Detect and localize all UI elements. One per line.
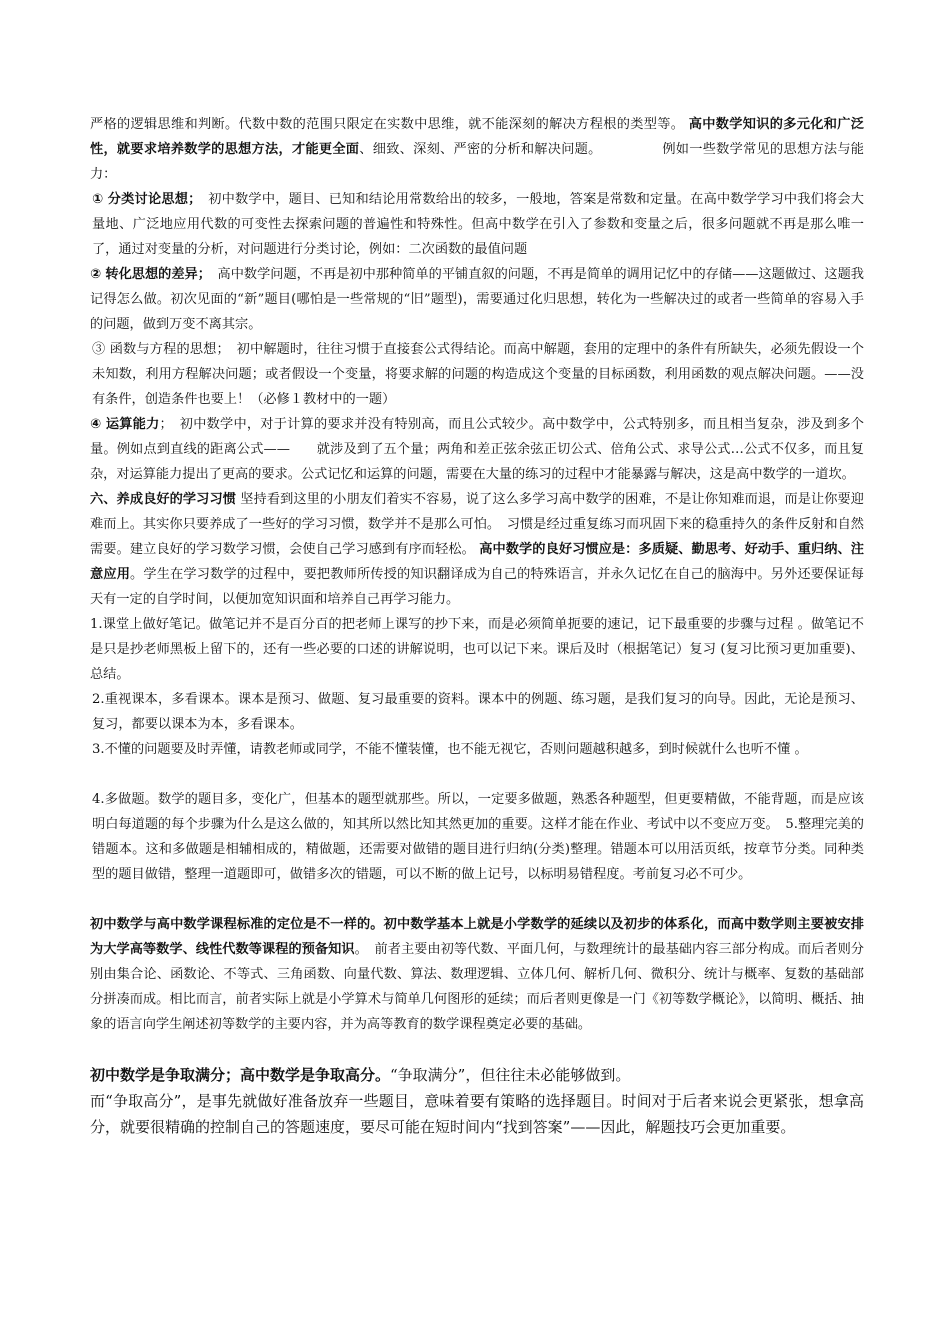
spacer (90, 887, 864, 912)
bold-text: 初中数学与高中数学课程标准的定位是不一样的。初中数学基本上就是小学数学的延续以及初步的体系化，而高中数学则主要被安排为大学高等数学、线性代数等课程的预备知识 (90, 917, 864, 957)
spacer (90, 762, 864, 787)
paragraph-score-goal (90, 1062, 864, 1088)
item-number: ④ (90, 417, 102, 432)
item-body: ； 初中数学中，对于计算的要求并没有特别高，而且公式较少。高中数学中，公式特别多，而且相当复杂，涉及到多个量。例如点到直线的距离公式—— 就涉及到了五个量；两角和差正弦余弦正切公式、倍角公式、求导公式…公式不仅多，而且复杂，对运算能力提出了更高的要求。公式记忆和运算的问题，需要在大量的练习的过程中才能暴露与解决，这是高中数学的一道坎。 (90, 417, 864, 482)
item-number: ① (92, 192, 104, 207)
bold-text: 初中数学是争取满分；高中数学是争取高分。 (90, 1066, 391, 1084)
paragraph-score-strategy: 而“争取高分”，是事先就做好准备放弃一些题目，意味着要有策略的选择题目。时间对于后者来说会更紧张，想拿高分，就要很精确的控制自己的答题速度，要尽可能在短时间内“找到答案”——因此，解题技巧会更加重要。 (90, 1092, 864, 1136)
item-body: ③ 函数与方程的思想； 初中解题时，往往习惯于直接套公式得结论。而高中解题，套用的定理中的条件有所缺失，必须先假设一个未知数，利用方程解决问题；或者假设一个变量，将要求解的问题的构造成这个变量的目标函数，利用函数的观点解决问题。——没有条件，创造条件也要上！（必修１教材中的一题） (92, 342, 864, 407)
paragraph-curriculum-comparison (90, 912, 864, 1037)
item-transformation (90, 262, 864, 337)
item-title: 分类讨论思想； (107, 192, 195, 207)
item-number: ② (90, 267, 102, 282)
habit-practice: 4.多做题。数学的题目多，变化广，但基本的题型就那些。所以，一定要多做题，熟悉各种题型，但更要精做，不能背题，而是应该明白每道题的每个步骤为什么是这么做的，知其所以然比知其然更加的重要。这样才能在作业、考试中以不变应万变。 5.整理完美的错题本。这和多做题是相辅相成的，精做题，还需要对做错的题目进行归纳(分类)整理。错题本可以用活页纸，按章节分类。同种类型的题目做错，整理一道题即可，做错多次的错题，可以不断的做上记号，以标明易错程度。考前复习必不可少。 (92, 792, 864, 882)
bold-text: 高中数学的良好习惯应是：多质疑、勤思考、好动手、重归纳、注意应用 (90, 542, 864, 582)
bold-text: 高中数学知识的多元化和广泛性，就要求培养数学的思想方法，才能更全面 (90, 117, 864, 157)
habit-ask-questions: 3.不懂的问题要及时弄懂，请教老师或同学，不能不懂装懂，也不能无视它，否则问题越积越多，到时候就什么也听不懂 。 (92, 742, 808, 757)
item-body: 高中数学问题，不再是初中那种简单的平铺直叙的问题，不再是简单的调用记忆中的存储——这题做过、这题我记得怎么做。初次见面的“新”题目(哪怕是一些常规的“旧”题型)，需要通过化归思想，转化为一些解决过的或者一些简单的容易入手的问题，做到万变不离其宗。 (90, 267, 864, 332)
text: 严格的逻辑思维和判断。代数中数的范围只限定在实数中思维，就不能深刻的解决方程根的类型等。 (90, 117, 685, 132)
text: 坚持看到这里的小朋友们着实不容易，说了这么多学习高中数学的困难，不是让你知难而退，而是让你要迎难而上。其实你只要养成了一些好的学习习惯，数学并不是那么可怕。 习惯是经过重复练习而巩固下来的稳重持久的条件反射和自然需要。建立良好的学习数学习惯，会使自己学习感到有序而轻松。 (90, 492, 864, 557)
item-computation (90, 412, 864, 487)
text: 、细致、深刻、严密的分析和解决问题。 例如一些数学常见的思想方法与能力： (90, 142, 864, 182)
habit-notes: 1.课堂上做好笔记。做笔记并不是百分百的把老师上课写的抄下来，而是必须简单扼要的速记，记下最重要的步骤与过程 。做笔记不是只是抄老师黑板上留下的，还有一些必要的口述的讲解说明，也可以记下来。课后及时（根据笔记）复习 (复习比预习更加重要)、总结。 (90, 617, 864, 682)
item-function-equation (90, 337, 864, 412)
section-six-habits (90, 487, 864, 612)
paragraph-thinking-methods (90, 112, 864, 187)
habit-textbook: 2.重视课本，多看课本。课本是预习、做题、复习最重要的资料。课本中的例题、练习题，是我们复习的向导。因此，无论是预习、复习，都要以课本为本，多看课本。 (92, 692, 864, 732)
text: 。 前者主要由初等代数、平面几何，与数理统计的最基础内容三部分构成。而后者则分别由集合论、函数论、不等式、三角函数、向量代数、算法、数理逻辑、立体几何、解析几何、微积分、统计与概率、复数的基础部分拼凑而成。相比而言，前者实际上就是小学算术与简单几何图形的延续；而后者则更像是一门《初等数学概论》，以简明、概括、抽象的语言向学生阐述初等数学的主要内容，并为高等教育的数学课程奠定必要的基础。 (90, 942, 864, 1032)
spacer (90, 1037, 864, 1062)
item-title: 转化思想的差异； (105, 267, 205, 282)
text: 。学生在学习数学的过程中，要把教师所传授的知识翻译成为自己的特殊语言，并永久记忆在自己的脑海中。另外还要保证每天有一定的自学时间，以便加宽知识面和培养自己再学习能力。 (90, 567, 864, 607)
text: “争取满分”，但往往未必能够做到。 (390, 1066, 631, 1084)
item-title: 运算能力 (105, 417, 160, 432)
item-classification (90, 187, 864, 262)
item-body: 初中数学中，题目、已知和结论用常数给出的较多，一般地，答案是常数和定量。在高中数学学习中我们将会大量地、广泛地应用代数的可变性去探索问题的普遍性和特殊性。但高中数学在引入了参数和变量之后，很多问题就不再是那么唯一了，通过对变量的分析，对问题进行分类讨论，例如：二次函数的最值问题 (92, 192, 864, 257)
section-title: 六、养成良好的学习习惯 (90, 492, 236, 507)
